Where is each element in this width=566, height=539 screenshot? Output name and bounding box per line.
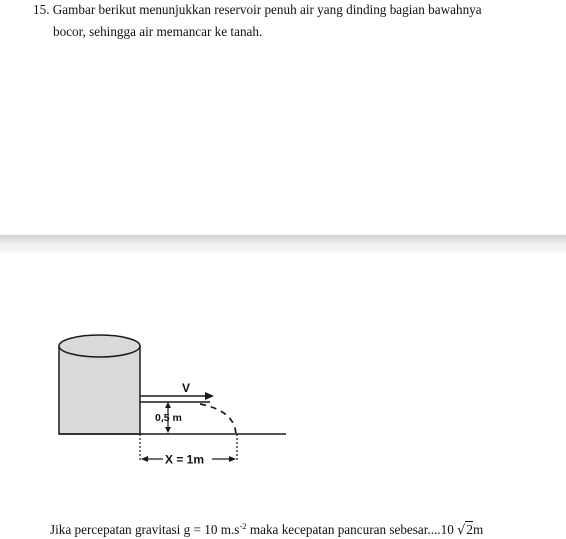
question-text-line-2: bocor, sehingga air memancar ke tanah. xyxy=(53,24,263,39)
reservoir-diagram xyxy=(50,325,300,475)
height-arrowhead-down xyxy=(165,427,171,433)
exponent: -2 xyxy=(239,521,247,531)
question-condition-line xyxy=(50,518,483,539)
height-arrowhead-up xyxy=(165,402,171,408)
height-label: 0,5 m xyxy=(155,412,182,424)
question-text-line-1: 15. Gambar berikut menunjukkan reservoir penuh air yang dinding bagian bawahnya xyxy=(33,2,482,17)
tank-body xyxy=(59,346,140,434)
condition-text-continued: maka kecepatan pancuran sebesar....10 xyxy=(246,522,458,537)
tank-top xyxy=(59,335,140,357)
page-break-divider xyxy=(0,235,566,253)
velocity-arrowhead xyxy=(205,392,214,400)
unit-text: m xyxy=(472,522,484,537)
distance-arrowhead-right xyxy=(229,456,236,462)
sqrt-argument: 2 xyxy=(466,522,473,537)
reservoir-figure xyxy=(50,325,300,475)
water-jet-path xyxy=(200,404,236,436)
velocity-label: V xyxy=(182,381,191,395)
condition-text: Jika percepatan gravitasi g = 10 m.s xyxy=(50,522,240,537)
distance-arrowhead-left xyxy=(141,456,148,462)
sqrt-symbol: √ xyxy=(457,523,466,538)
distance-label: X = 1m xyxy=(165,452,205,467)
